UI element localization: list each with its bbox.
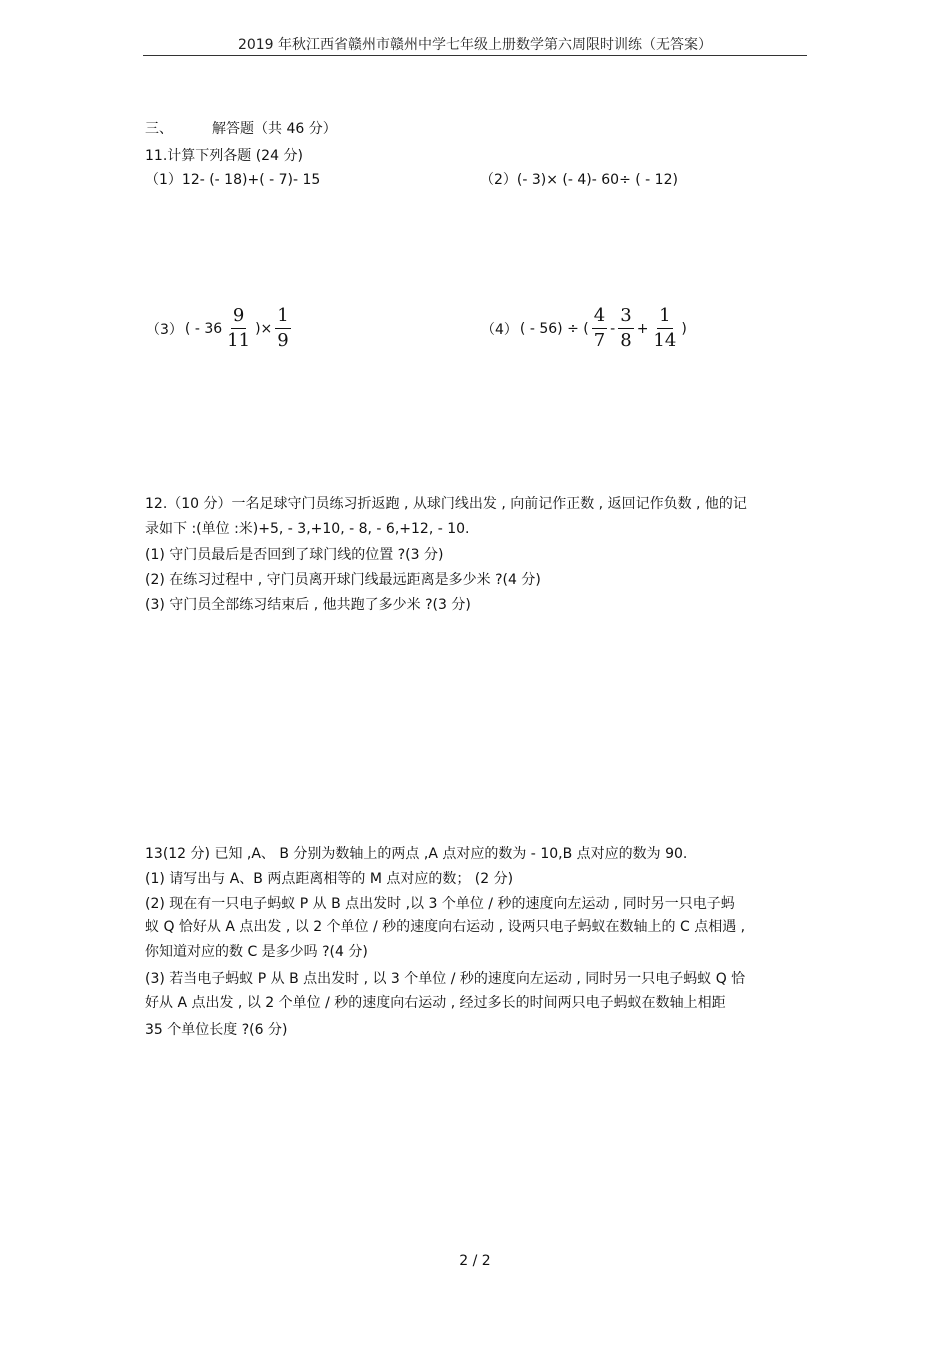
q11-part1: （1）12- (- 18)+( - 7)- 15 [145, 172, 321, 188]
fraction-denominator: 11 [227, 330, 251, 351]
q11-part3-close: )× [255, 320, 273, 337]
fraction-denominator: 14 [653, 330, 677, 351]
fraction-numerator: 3 [618, 306, 633, 329]
minus-operator: - [610, 320, 616, 337]
q12-sub2: (2) 在练习过程中 , 守门员离开球门线最远距离是多少米 ?(4 分) [145, 572, 541, 588]
q11-title: 11.计算下列各题 (24 分) [145, 148, 303, 164]
fraction-denominator: 8 [620, 330, 632, 351]
q12-sub3: (3) 守门员全部练习结束后 , 他共跑了多少米 ?(3 分) [145, 597, 471, 613]
q11-part4-close: ) [681, 320, 687, 337]
q13-sub3-line3: 35 个单位长度 ?(6 分) [145, 1022, 288, 1038]
q12-line2: 录如下 :(单位 :米)+5, - 3,+10, - 8, - 6,+12, - 10. [145, 521, 470, 537]
q11-part3-open: ( - 36 [184, 320, 223, 337]
q11-part2: （2）(- 3)× (- 4)- 60÷ ( - 12) [480, 172, 678, 188]
q13-line1: 13(12 分) 已知 ,A、 B 分别为数轴上的两点 ,A 点对应的数为 - 10,B 点对应的数为 90. [145, 846, 688, 862]
fraction-numerator: 4 [592, 306, 607, 329]
q13-sub2-line3: 你知道对应的数 C 是多少吗 ?(4 分) [145, 944, 368, 960]
q12-line1: 12.（10 分）一名足球守门员练习折返跑 , 从球门线出发 , 向前记作正数 , 返回记作负数 , 他的记 [145, 496, 747, 512]
q11-part4 [480, 306, 688, 351]
q11-part3 [145, 306, 293, 351]
fraction-9-11 [225, 306, 252, 351]
fraction-denominator: 7 [593, 330, 606, 351]
fraction-1-14 [651, 306, 678, 351]
q11-part3-label: （3） [146, 321, 183, 338]
q13-sub3-line1: (3) 若当电子蚂蚁 P 从 B 点出发时 , 以 3 个单位 / 秒的速度向左运动 , 同时另一只电子蚂蚁 Q 恰 [145, 971, 746, 987]
document-header-title: 2019 年秋江西省赣州市赣州中学七年级上册数学第六周限时训练（无答案） [237, 37, 713, 53]
q13-sub2-line1: (2) 现在有一只电子蚂蚁 P 从 B 点出发时 ,以 3 个单位 / 秒的速度向左运动 , 同时另一只电子蚂 [145, 896, 735, 912]
q13-sub2-line2: 蚁 Q 恰好从 A 点出发 , 以 2 个单位 / 秒的速度向右运动 , 设两只电子蚂蚁在数轴上的 C 点相遇 , [145, 919, 746, 935]
fraction-denominator: 9 [277, 330, 289, 351]
fraction-numerator: 1 [275, 306, 290, 329]
q11-part4-text: ( - 56) ÷ ( [519, 320, 589, 337]
q11-part4-label: （4） [481, 321, 518, 338]
plus-operator: + [636, 320, 649, 337]
fraction-3-8 [618, 306, 633, 351]
q13-sub3-line2: 好从 A 点出发 , 以 2 个单位 / 秒的速度向右运动 , 经过多长的时间两只电子蚂蚁在数轴上相距 [145, 995, 726, 1011]
fraction-4-7 [592, 306, 607, 351]
section-number: 三、 [145, 121, 173, 137]
fraction-numerator: 9 [231, 306, 246, 329]
fraction-numerator: 1 [657, 306, 672, 329]
q12-sub1: (1) 守门员最后是否回到了球门线的位置 ?(3 分) [145, 547, 444, 563]
header-divider [143, 55, 807, 56]
section-title: 解答题（共 46 分） [212, 121, 337, 137]
page-number: 2 / 2 [459, 1253, 491, 1269]
q13-sub1: (1) 请写出与 A、B 两点距离相等的 M 点对应的数； (2 分) [145, 871, 514, 887]
fraction-1-9 [275, 306, 290, 351]
